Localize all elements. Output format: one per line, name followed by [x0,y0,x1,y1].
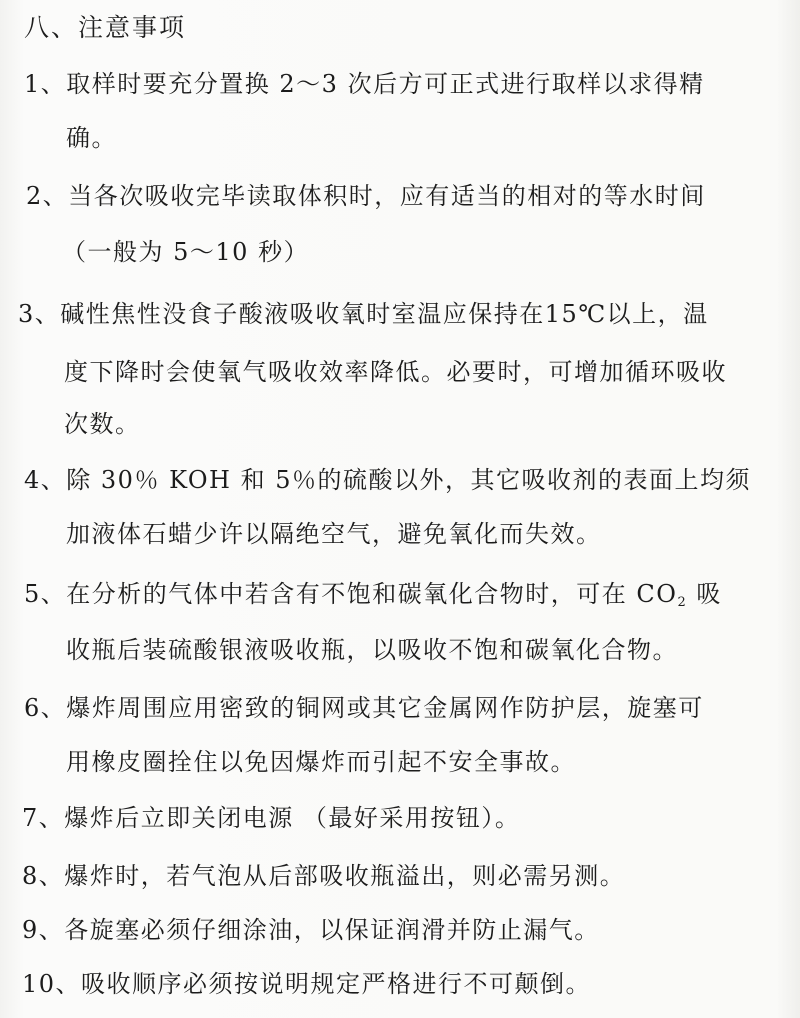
note-item-8-number: 8、 [22,862,65,890]
note-item-10-line-1 [22,966,591,1002]
note-item-4-number: 4、 [24,466,67,494]
note-item-3-line-1 [18,296,709,332]
note-item-7-line-1 [22,800,520,836]
note-item-1-line-1 [24,66,705,102]
note-item-2-line-1 [26,178,706,214]
note-item-9-text-1: 各旋塞必须仔细涂油，以保证润滑并防止漏气。 [64,916,600,944]
note-item-7-number: 7、 [22,804,65,832]
note-item-10-text-1: 吸收顺序必须按说明规定严格进行不可颠倒。 [81,970,592,998]
note-item-6-number: 6、 [24,694,67,722]
note-item-5-number: 5、 [24,580,67,608]
note-item-6-line-2: 用橡皮圈拴住以免因爆炸而引起不安全事故。 [66,748,576,776]
note-item-8-text-1: 爆炸时，若气泡从后部吸收瓶溢出，则必需另测。 [64,862,626,890]
co2-subscript: 2 [677,595,688,610]
note-item-1-line-2: 确。 [66,124,117,152]
note-item-2-number: 2、 [26,182,69,210]
note-item-9-line-1 [22,912,600,948]
note-item-3-number: 3、 [18,300,61,328]
note-item-4-line-1 [24,462,751,498]
note-item-10-number: 10、 [22,970,82,998]
note-item-4-line-2: 加液体石蜡少许以隔绝空气，避免氧化而失效。 [66,520,602,548]
section-heading: 八、注意事项 [24,13,187,42]
note-item-3-line-3: 次数。 [64,410,141,438]
note-item-5-text-1a: 在分析的气体中若含有不饱和碳氧化合物时，可在 CO [66,580,678,608]
note-item-5-line-2: 收瓶后装硫酸银液吸收瓶，以吸收不饱和碳氧化合物。 [66,636,678,664]
note-item-6-line-1 [24,690,704,726]
note-item-3-text-1: 碱性焦性没食子酸液吸收氧时室温应保持在15℃以上，温 [60,300,709,328]
note-item-6-text-1: 爆炸周围应用密致的铜网或其它金属网作防护层，旋塞可 [66,694,704,722]
note-item-2-text-1: 当各次吸收完毕读取体积时，应有适当的相对的等水时间 [68,182,706,210]
note-item-2-line-2: （一般为 5～10 秒） [62,238,310,266]
note-item-8-line-1 [22,858,625,894]
note-item-7-text-1: 爆炸后立即关闭电源 （最好采用按钮）。 [64,804,521,832]
note-item-5-line-1 [24,576,722,612]
note-item-3-line-2: 度下降时会使氧气吸收效率降低。必要时，可增加循环吸收 [64,358,727,386]
note-item-1-text-1: 取样时要充分置换 2～3 次后方可正式进行取样以求得精 [66,70,705,98]
note-item-5-text-1b: 吸 [687,580,722,608]
note-item-9-number: 9、 [22,916,65,944]
note-item-1-number: 1、 [24,70,67,98]
note-item-4-text-1: 除 30％ KOH 和 5％的硫酸以外，其它吸收剂的表面上均须 [66,466,751,494]
